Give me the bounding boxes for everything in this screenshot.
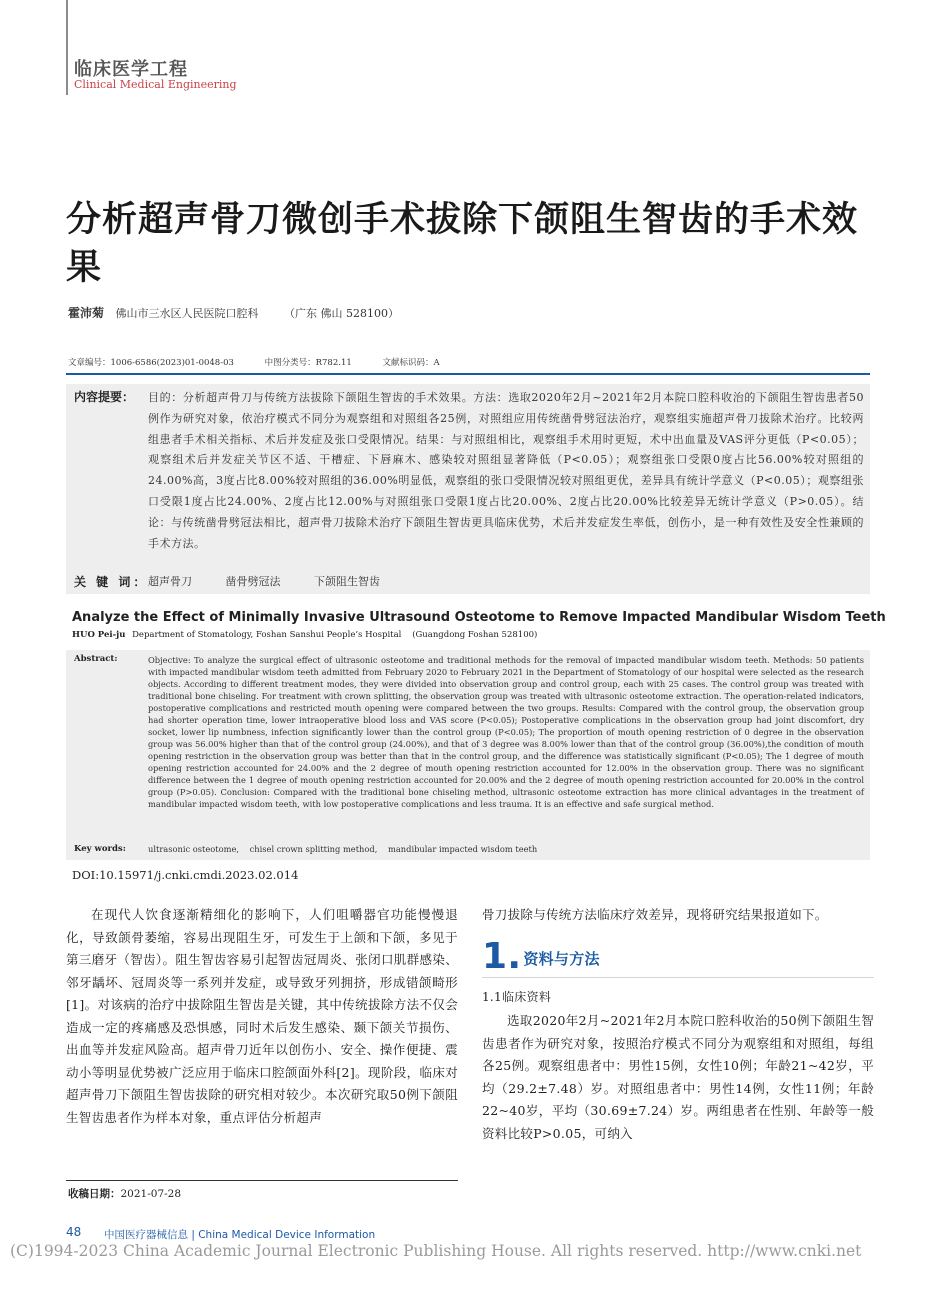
en-postal: (Guangdong Foshan 528100) (412, 630, 538, 640)
received-date (68, 1186, 181, 1201)
cn-abstract (66, 384, 870, 594)
author-postal: （广东 佛山 528100） (284, 307, 399, 320)
divider (66, 373, 870, 375)
body-column-right (482, 904, 874, 1145)
section-number: 1. (482, 935, 522, 977)
en-abstract (66, 650, 870, 860)
subsection-title: 1.1临床资料 (482, 989, 552, 1004)
author-affiliation: 佛山市三水区人民医院口腔科 (115, 307, 259, 320)
keyword: ultrasonic osteotome, (148, 844, 240, 854)
cn-keywords-label: 关 键 词： (74, 575, 149, 589)
doi[interactable]: DOI:10.15971/j.cnki.cmdi.2023.02.014 (72, 868, 299, 882)
journal-name-cn: 临床医学工程 (74, 59, 188, 80)
section-title: 资料与方法 (523, 950, 600, 968)
en-title: Analyze the Effect of Minimally Invasive Ultrasound Osteotome to Remove Impacted Mandibular Wisdom Teeth (72, 610, 886, 625)
cn-abstract-text: 目的：分析超声骨刀与传统方法拔除下颌阻生智齿的手术效果。方法：选取2020年2月~2021年2月本院口腔科收治的下颌阻生智齿患者50例作为研究对象，依治疗模式不同分为观察组和对照组各25例，对照组应用传统凿骨劈冠法治疗，观察组实施超声骨刀拔除术治疗。比较两组患者手术相关指标、术后并发症及张口受限情况。结果：与对照组相比，观察组手术用时更短，术中出血量及VAS评分更低（P<0.05）；观察组术后并发症关节区不适、干槽症、下唇麻木、感染较对照组显著降低（P<0.05）；观察组张口受限0度占比56.00%较对照组的24.00%高，3度占比8.00%较对照组的36.00%明显低，观察组的张口受限情况较对照组更优，差异具有统计学意义（P<0.05）；观察组张口受限1度占比24.00%、2度占比12.00%与对照组张口受限1度占比20.00%、2度占比20.00%比较差异无统计学意义（P>0.05）。结论：与传统凿骨劈冠法相比，超声骨刀拔除术治疗下颌阻生智齿更具临床优势，术后并发症发生率低，创伤小，是一种有效性及安全性兼顾的手术方法。 (148, 391, 864, 550)
article-title: 分析超声骨刀微创手术拔除下颌阻生智齿的手术效果 (66, 200, 859, 288)
journal-name-en: Clinical Medical Engineering (74, 78, 237, 91)
received-label: 收稿日期： (68, 1188, 121, 1200)
classification-number: 中图分类号：R782.11 (264, 358, 352, 368)
received-value: 2021-07-28 (120, 1188, 182, 1200)
en-keywords (148, 844, 545, 854)
en-affiliation: Department of Stomatology, Foshan Sanshui People’s Hospital (132, 630, 402, 640)
body-column-left (66, 904, 458, 1129)
author-name: 霍沛菊 (68, 306, 105, 320)
keyword: chisel crown splitting method, (249, 844, 378, 854)
en-author-line (72, 630, 537, 640)
received-divider (66, 1180, 458, 1181)
header-rule (66, 0, 68, 95)
en-keywords-label: Key words: (74, 844, 126, 854)
copyright-watermark: (C)1994-2023 China Academic Journal Electronic Publishing House. All rights reserved. http://www.cnki.net (10, 1242, 862, 1260)
keyword: 超声骨刀 (148, 575, 192, 588)
article-number: 文章编号：1006-6586(2023)01-0048-03 (68, 358, 234, 368)
keyword: mandibular impacted wisdom teeth (387, 844, 538, 854)
author-line (68, 304, 399, 321)
intro-paragraph-cont: 骨刀拔除与传统方法临床疗效差异，现将研究结果报道如下。 (482, 907, 828, 922)
keyword: 凿骨劈冠法 (225, 575, 281, 588)
page-number: 48 (66, 1225, 82, 1239)
methods-paragraph: 选取2020年2月~2021年2月本院口腔科收治的50例下颌阻生智齿患者作为研究对象，按照治疗模式不同分为观察组和对照组，每组各25例。观察组患者中：男性15例，女性10例；年龄21~42岁，平均（29.2±7.48）岁。对照组患者中：男性14例，女性11例；年龄22~40岁，平均（30.69±7.24）岁。两组患者在性别、年龄等一般资料比较P>0.05，可纳入 (482, 1013, 874, 1141)
document-code: 文献标识码：A (382, 358, 440, 368)
intro-paragraph: 在现代人饮食逐渐精细化的影响下，人们咀嚼器官功能慢慢退化，导致颌骨萎缩，容易出现阻生牙，可发生于上颌和下颌，多见于第三磨牙（智齿）。阻生智齿容易引起智齿冠周炎、张闭口肌群感染、邻牙龋坏、冠周炎等一系列并发症，或导致牙列拥挤，形成错颌畸形[1]。对该病的治疗中拔除阻生智齿是关键，其中传统拔除方法不仅会造成一定的疼痛感及恐惧感，同时术后发生感染、颞下颌关节损伤、出血等并发症风险高。超声骨刀近年以创伤小、安全、操作便捷、震动小等明显优势被广泛应用于临床口腔颌面外科[2]。现阶段，临床对超声骨刀下颌阻生智齿拔除的研究相对较少。本次研究取50例下颌阻生智齿患者作为样本对象，重点评估分析超声 (66, 907, 458, 1125)
keyword: 下颌阻生智齿 (314, 575, 380, 588)
en-abstract-text: Objective: To analyze the surgical effect of ultrasonic osteotome and traditional methods for the removal of impacted mandibular wisdom teeth. Methods: 50 patients with impacted mandibular wisdom teeth admitted from February 2020 to February 2021 in the Department of Stomatology of our hospital were selected as the research objects. According to different treatment modes, they were divided into observation group and control group, each with 25 cases. The control group was treated with traditional bone chiseling. For treatment with crown splitting, the observation group was treated with ultrasonic osteotome extraction. The operation-related indicators, postoperative complications and restricted mouth opening were compared between the two groups. Results: Compared with the control group, the observation group had shorter operation time, lower intraoperative blood loss and VAS score (P<0.05); Postoperative complications in the observation group had joint discomfort, dry socket, lower lip numbness, infection significantly lower than the control group (P<0.05); The proportion of mouth opening restriction of 0 degree in the observation group was 56.00% higher than that of the control group (24.00%), and that of 3 degree was 8.00% lower than that of the control group (36.00%),the condition of mouth opening restriction in the observation group was better than that in the control group, and the difference was statistically significant (P<0.05); The 1 degree of mouth opening restriction accounted for 24.00% and the 2 degree of mouth opening restriction accounted for 12.00% in the observation group. There was no significant difference between the 1 degree of mouth opening restriction accounted for 20.00% and the 2 degree of mouth opening restriction accounted for 20.00% in the control group (P>0.05). Conclusion: Compared with the traditional bone chiseling method, ultrasonic osteotome extraction has more clinical advantages in the treatment of mandibular impacted wisdom teeth, with low postoperative complications and less trauma. It is an effective and safe surgical method. (148, 655, 864, 809)
en-author-name: HUO Pei-ju (72, 630, 126, 640)
en-abstract-label: Abstract: (74, 654, 118, 664)
cn-keywords (148, 573, 410, 589)
section-heading (482, 935, 874, 978)
article-meta (68, 356, 468, 368)
footer-publication: 中国医疗器械信息 | China Medical Device Information (104, 1229, 376, 1241)
cn-abstract-label: 内容提要： (74, 390, 135, 404)
